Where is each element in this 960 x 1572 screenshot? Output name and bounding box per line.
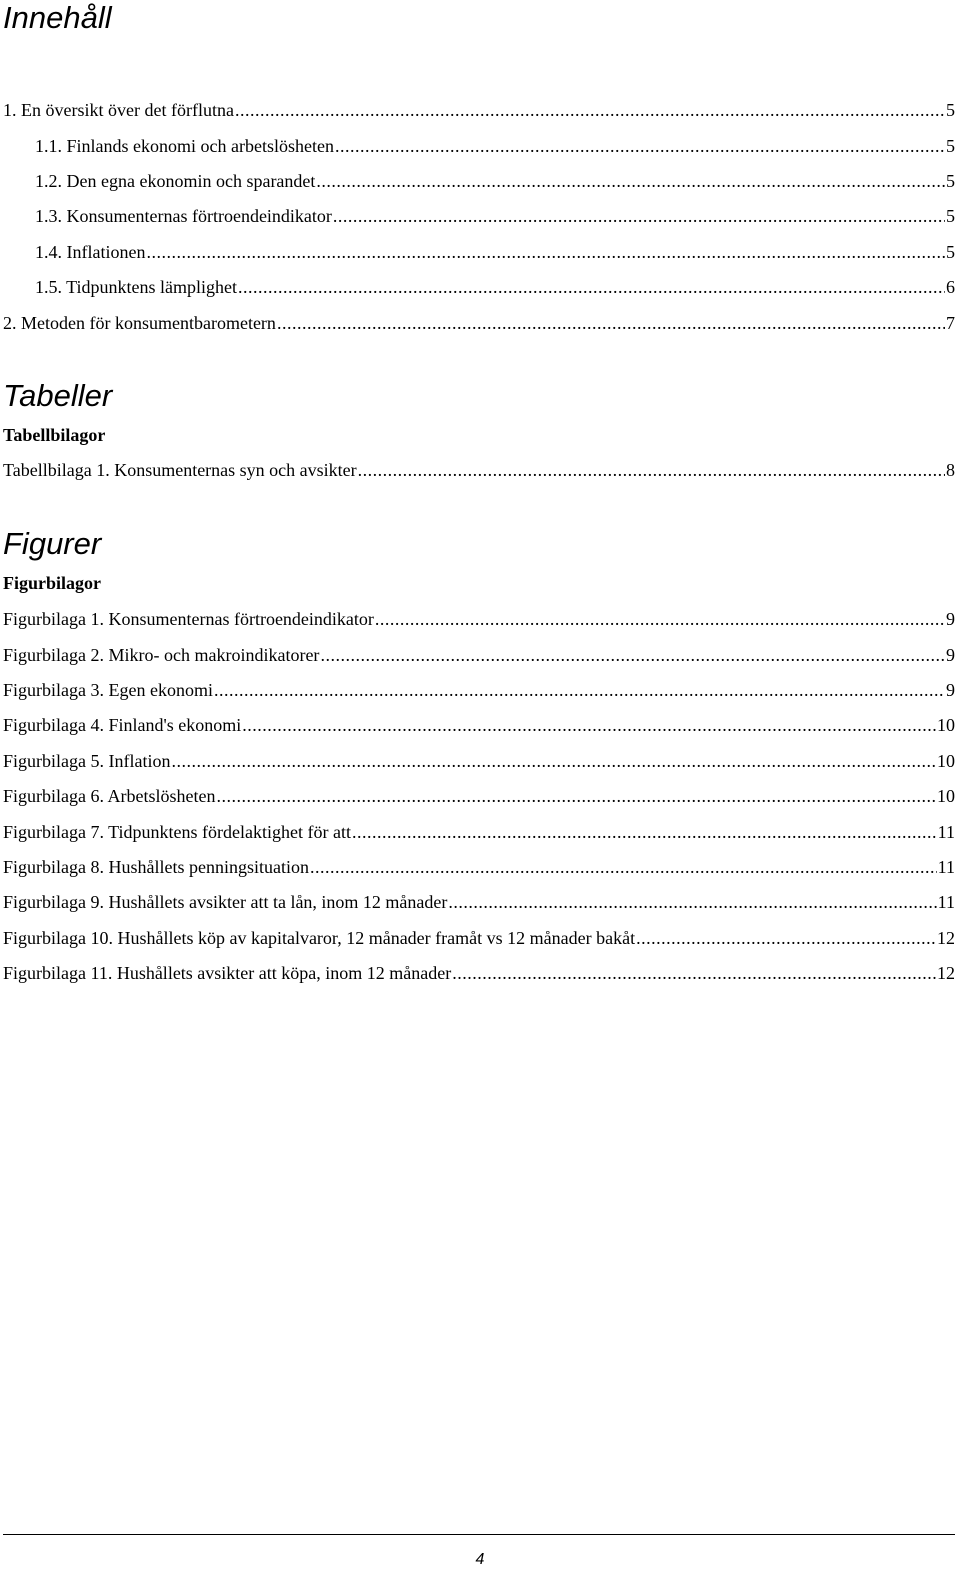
toc-entry-page: 5 <box>946 242 955 262</box>
toc-entry-label: Figurbilaga 8. Hushållets penningsituation <box>3 857 309 877</box>
toc-entry[interactable] <box>35 134 955 158</box>
toc-entry-label: Figurbilaga 5. Inflation <box>3 751 171 771</box>
toc-entry-page: 10 <box>937 751 955 771</box>
tables-heading: Tabeller <box>3 378 113 413</box>
dot-leader <box>310 855 937 879</box>
footer-divider <box>3 1534 955 1535</box>
toc-entry-label: Figurbilaga 3. Egen ekonomi <box>3 680 213 700</box>
toc-entry-label: 1.2. Den egna ekonomin och sparandet <box>35 171 316 191</box>
toc-entry-label: Figurbilaga 10. Hushållets köp av kapitalvaror, 12 månader framåt vs 12 månader bakåt <box>3 928 636 948</box>
toc-entry-label: Figurbilaga 7. Tidpunktens fördelaktighet för att <box>3 822 351 842</box>
toc-entry-page: 9 <box>946 645 955 665</box>
page-number: 4 <box>475 1551 485 1568</box>
toc-entry-label: 1. En översikt över det förflutna <box>3 100 234 120</box>
dot-leader <box>636 926 936 950</box>
toc-entry[interactable] <box>3 643 955 667</box>
toc-entry-page: 11 <box>937 892 955 912</box>
toc-entry-label: Figurbilaga 2. Mikro- och makroindikatorer <box>3 645 320 665</box>
toc-entry-label: Tabellbilaga 1. Konsumenternas syn och avsikter <box>3 460 357 480</box>
toc-entry-label: Figurbilaga 6. Arbetslösheten <box>3 786 216 806</box>
toc-entry[interactable] <box>3 784 955 808</box>
dot-leader <box>333 204 945 228</box>
figures-subheading: Figurbilagor <box>3 573 101 593</box>
toc-entry[interactable] <box>3 713 955 737</box>
toc-entry[interactable] <box>3 98 955 122</box>
toc-entry-page: 11 <box>937 822 955 842</box>
dot-leader <box>448 890 936 914</box>
toc-entry-page: 8 <box>946 460 955 480</box>
tables-subheading: Tabellbilagor <box>3 425 106 445</box>
toc-entry-label: Figurbilaga 1. Konsumenternas förtroendeindikator <box>3 609 374 629</box>
toc-entry[interactable] <box>3 820 955 844</box>
toc-entry[interactable] <box>35 240 955 264</box>
dot-leader <box>316 169 945 193</box>
dot-leader <box>335 134 945 158</box>
toc-entry-label: Figurbilaga 11. Hushållets avsikter att köpa, inom 12 månader <box>3 963 452 983</box>
dot-leader <box>146 240 945 264</box>
toc-entry-label: Figurbilaga 4. Finland's ekonomi <box>3 715 242 735</box>
dot-leader <box>216 784 936 808</box>
dot-leader <box>375 607 945 631</box>
toc-entry-label: 1.1. Finlands ekonomi och arbetslösheten <box>35 136 334 156</box>
dot-leader <box>358 458 945 482</box>
toc-entry-page: 5 <box>946 171 955 191</box>
toc-entry[interactable] <box>3 926 955 950</box>
toc-entry-label: 2. Metoden för konsumentbarometern <box>3 313 276 333</box>
toc-entry-page: 6 <box>946 277 955 297</box>
dot-leader <box>242 713 936 737</box>
toc-entry[interactable] <box>35 275 955 299</box>
dot-leader <box>171 749 936 773</box>
toc-entry-page: 5 <box>946 206 955 226</box>
toc-entry-label: 1.4. Inflationen <box>35 242 146 262</box>
dot-leader <box>214 678 945 702</box>
toc-entry-page: 7 <box>946 313 955 333</box>
toc-entry-label: 1.3. Konsumenternas förtroendeindikator <box>35 206 332 226</box>
toc-entry[interactable] <box>35 204 955 228</box>
toc-entry-page: 9 <box>946 609 955 629</box>
toc-entry-page: 11 <box>937 857 955 877</box>
toc-entry[interactable] <box>3 311 955 335</box>
toc-entry[interactable] <box>3 607 955 631</box>
toc-entry[interactable] <box>35 169 955 193</box>
toc-entry-label: 1.5. Tidpunktens lämplighet <box>35 277 238 297</box>
dot-leader <box>277 311 945 335</box>
dot-leader <box>238 275 945 299</box>
toc-entry[interactable] <box>3 458 955 482</box>
figures-heading: Figurer <box>3 526 102 561</box>
toc-entry[interactable] <box>3 961 955 985</box>
contents-heading: Innehåll <box>3 0 112 35</box>
toc-entry-page: 12 <box>937 928 955 948</box>
dot-leader <box>320 643 945 667</box>
toc-entry-page: 10 <box>937 786 955 806</box>
toc-entry-page: 5 <box>946 136 955 156</box>
toc-entry-page: 10 <box>937 715 955 735</box>
toc-entry-page: 9 <box>946 680 955 700</box>
toc-entry[interactable] <box>3 890 955 914</box>
toc-entry[interactable] <box>3 749 955 773</box>
toc-entry-page: 5 <box>946 100 955 120</box>
dot-leader <box>235 98 945 122</box>
toc-entry-label: Figurbilaga 9. Hushållets avsikter att ta lån, inom 12 månader <box>3 892 448 912</box>
dot-leader <box>352 820 937 844</box>
toc-entry[interactable] <box>3 678 955 702</box>
toc-entry[interactable] <box>3 855 955 879</box>
toc-entry-page: 12 <box>937 963 955 983</box>
dot-leader <box>452 961 936 985</box>
